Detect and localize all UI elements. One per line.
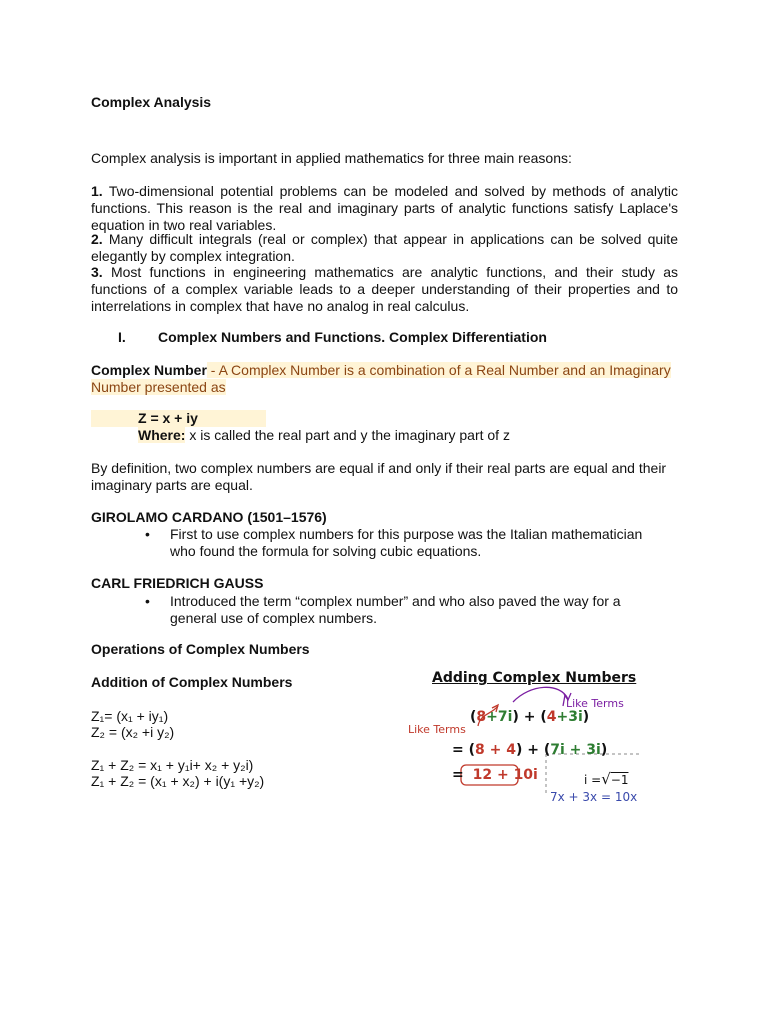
step2-mid: ) + ( [515, 742, 551, 758]
where-label: Where: [138, 427, 186, 443]
reason-1-text: Two-dimensional potential problems can be modeled and solved by methods of analytic functions. This reason is the real and imaginary parts of analytic functions satisfy Laplace's equation in two real variables. [91, 183, 678, 233]
complex-number-term: Complex Number [91, 362, 207, 378]
step2-a: 8 + 4 [475, 742, 516, 758]
formula-z1: Z₁= (x₁ + iy₁) [91, 708, 169, 724]
reason-2-text: Many difficult integrals (real or complex) that appear in applications can be solved quite elegantly by complex integration. [91, 231, 678, 264]
section-numeral: I. [118, 329, 126, 345]
reason-1-number: 1. [91, 183, 103, 199]
gauss-bullet-icon: • [145, 593, 150, 609]
intro-paragraph: Complex analysis is important in applied mathematics for three main reasons: [91, 150, 572, 166]
where-line [138, 427, 510, 443]
expr-a: 8 [476, 709, 487, 725]
addition-heading: Addition of Complex Numbers [91, 674, 293, 690]
cardano-heading: GIROLAMO CARDANO (1501–1576) [91, 509, 327, 525]
figure-title: Adding Complex Numbers [432, 670, 637, 686]
like-terms-top-arc [513, 687, 568, 702]
like-terms-left-label: Like Terms [408, 723, 466, 736]
reason-2 [91, 231, 678, 265]
expr-c: 4 [546, 709, 557, 725]
operations-heading: Operations of Complex Numbers [91, 641, 310, 657]
reason-1 [91, 183, 678, 234]
document-title: Complex Analysis [91, 94, 212, 110]
like-terms-top-label: Like Terms [566, 697, 624, 710]
i-definition [584, 770, 628, 788]
step3-eq: = [452, 767, 464, 783]
reason-2-number: 2. [91, 231, 103, 247]
expr-open: ( [470, 709, 477, 725]
expr-close: ) [582, 709, 590, 725]
complex-number-definition [91, 362, 681, 396]
complex-number-dash: - [206, 362, 219, 378]
cardano-bullet-text: First to use complex numbers for this purpose was the Italian mathematician who found the formula for solving cubic equations. [170, 526, 643, 559]
i-definition-label: i = [584, 773, 602, 787]
reason-3-number: 3. [91, 264, 103, 280]
expr-b: +7i [486, 709, 513, 725]
cardano-bullet-icon: • [145, 526, 150, 542]
formula-z2: Z₂ = (x₂ +i y₂) [91, 724, 175, 740]
expr-mid: ) + ( [512, 709, 547, 725]
equality-paragraph: By definition, two complex numbers are equal if and only if their real parts are equal and their imaginary parts are equal. [91, 460, 667, 493]
expr-d: +3i [556, 709, 583, 725]
sqrt-radicand: −1 [610, 773, 629, 787]
step2-eq: = ( [452, 742, 476, 758]
complex-number-definition-text: A Complex Number is a combination of a Real Number and an Imaginary Number presented as [91, 362, 671, 395]
adding-complex-numbers-figure [400, 664, 650, 814]
gauss-heading: CARL FRIEDRICH GAUSS [91, 575, 264, 591]
step-three-line [452, 767, 538, 783]
reason-3-text: Most functions in engineering mathematics are analytic functions, and their study as functions of a complex variable leads to a deeper understanding of their properties and to interrelations in complex that have no analog in real calculus. [91, 264, 679, 314]
sqrt-icon: √ [601, 770, 611, 788]
formula-z: Z = x + iy [138, 410, 198, 426]
gauss-bullet-text: Introduced the term “complex number” and who also paved the way for a general use of complex numbers. [170, 593, 621, 626]
step2-b: 7i + 3i [550, 742, 601, 758]
expression-line [470, 709, 589, 725]
step3-result: 12 + 10i [472, 767, 538, 783]
step2-close: ) [600, 742, 608, 758]
formula-sum-1: Z₁ + Z₂ = x₁ + y₁i+ x₂ + y₂i) [91, 757, 254, 773]
like-terms-top-pointer [563, 695, 565, 706]
section-title: Complex Numbers and Functions. Complex Differentiation [158, 329, 547, 345]
reason-3 [91, 264, 678, 315]
like-terms-example: 7x + 3x = 10x [550, 790, 638, 804]
formula-sum-2: Z₁ + Z₂ = (x₁ + x₂) + i(y₁ +y₂) [91, 773, 265, 789]
where-text: x is called the real part and y the imaginary part of z [185, 427, 510, 443]
step-two-line [452, 742, 607, 758]
